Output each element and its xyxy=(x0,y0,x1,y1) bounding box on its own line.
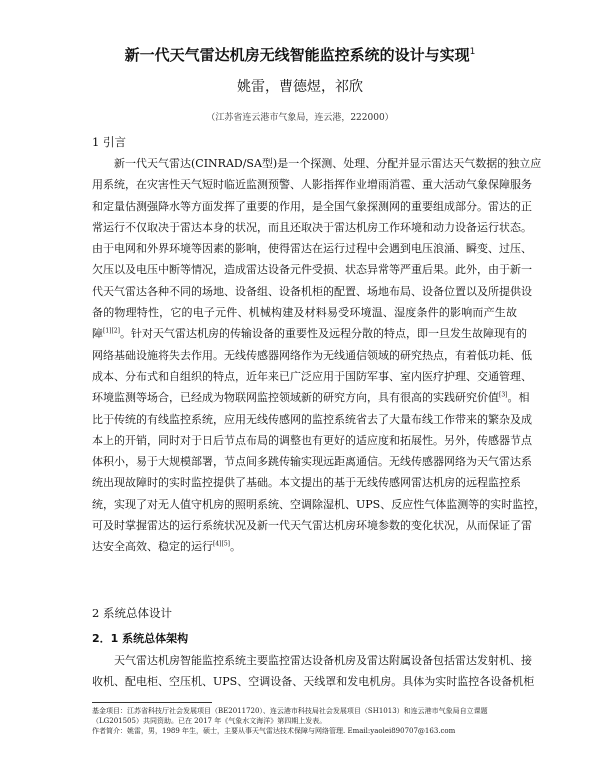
footnote xyxy=(92,706,522,736)
citation: [4][5] xyxy=(213,540,230,548)
paper-title-text: 新一代天气雷达机房无线智能监控系统的设计与实现 xyxy=(124,46,470,64)
text-line: 新一代天气雷达(CINRAD/SA型)是一个探测、处理、分配并显示雷达天气数据的独立应 xyxy=(114,157,542,170)
text-line: 用系统，在灾害性天气短时临近监测预警、人影指挥作业增雨消雹、重大活动气象保障服务 xyxy=(92,178,532,192)
subsection-heading-architecture: 2．1 系统总体架构 xyxy=(92,632,189,645)
text-line: 天气雷达机房智能监控系统主要监控雷达设备机房及雷达附属设备包括雷达发射机、接 xyxy=(114,654,532,667)
text-line: 和定量估测强降水等方面发挥了重要的作用，是全国气象探测网的重要组成部分。雷达的正 xyxy=(92,199,532,213)
text-line xyxy=(92,387,530,408)
architecture-paragraph xyxy=(92,650,535,693)
text-segment: 。针对天气雷达机房的传输设备的重要性及远程分散的特点，即一旦发生故障现有的 xyxy=(120,327,527,341)
introduction-paragraph xyxy=(92,153,546,558)
text-line: 收机、配电柜、空压机、UPS、空调设备、天线罩和发电机房。具体为实时监控各设备机柜 xyxy=(92,675,535,689)
paper-title xyxy=(0,44,600,65)
footnote-divider xyxy=(92,702,212,703)
text-line: 网络基础设施将失去作用。无线传感器网络作为无线通信领域的研究热点，有着低功耗、低 xyxy=(92,348,532,362)
citation: [3] xyxy=(499,391,508,399)
text-line xyxy=(92,536,517,557)
text-segment: 障 xyxy=(92,327,103,341)
text-segment: 达安全高效、稳定的运行 xyxy=(92,540,213,554)
footnote-author-bio: 作者简介：姚雷，男，1989 年生，硕士，主要从事天气雷达技术保障与网络管理. Email:yaolei890707@163.com xyxy=(92,727,456,735)
footnote-funding-cont: （LG201505）共同资助。已在 2017 年《气象水文海洋》第四期上发表。 xyxy=(92,717,327,725)
text-line: 统出现故障时的实时监控提供了基础。本文提出的基于无线传感网雷达机房的远程监控系 xyxy=(92,476,521,490)
text-line: 常运行不仅取决于雷达本身的状况，而且还取决于雷达机房工作环境和动力设备运行状态。 xyxy=(92,220,532,234)
text-line: 欠压以及电压中断等情况，造成雷达设备元件受损、状态异常等严重后果。此外，由于新一 xyxy=(92,263,532,277)
footnote-funding: 基金项目：江苏省科技厅社会发展项目（BE2011720）、连云港市科技局社会发展项目（SH1013）和连云港市气象局自立课题 xyxy=(92,707,488,715)
text-line: 由于电网和外界环境等因素的影响，使得雷达在运行过程中会遇到电压浪涌、瞬变、过压、 xyxy=(92,242,532,256)
text-line xyxy=(92,323,527,344)
authors: 姚雷，曹德煜，祁欣 xyxy=(237,79,363,95)
text-line: 成本、分布式和自组织的特点，近年来已广泛应用于国防军事、室内医疗护理、交通管理、 xyxy=(92,369,532,383)
text-segment: 。 xyxy=(230,540,241,554)
text-segment: 环境监测等场合，已经成为物联网监控领域新的研究方向，具有很高的实践研究价值 xyxy=(92,391,499,405)
text-line: 本上的开销，同时对于日后节点布局的调整也有更好的适应度和拓展性。另外，传感器节点 xyxy=(92,433,532,447)
text-line: 备的物理特性，它的电子元件、机械构建及材料易受环境温、湿度条件的影响而产生故 xyxy=(92,306,517,320)
section-heading-introduction: 1 引言 xyxy=(92,135,126,149)
text-line: 代天气雷达各种不同的场地、设备组、设备机柜的配置、场地布局、设备位置以及所提供设 xyxy=(92,284,532,298)
text-line: 可及时掌握雷达的运行系统状况及新一代天气雷达机房环境参数的变化状况，从而保证了雷 xyxy=(92,519,532,533)
text-line: 比于传统的有线监控系统，应用无线传感网的监控系统省去了大量布线工作带来的繁杂及成 xyxy=(92,412,532,426)
citation: [1][2] xyxy=(103,327,120,335)
text-segment: 。相 xyxy=(507,391,530,405)
title-footnote-mark: 1 xyxy=(469,47,476,57)
affiliation: （江苏省连云港市气象局，连云港，222000） xyxy=(206,113,394,123)
text-line: 体积小，易于大规模部署，节点间多跳传输实现远距离通信。无线传感器网络为天气雷达系 xyxy=(92,455,532,469)
text-line: 统，实现了对无人值守机房的照明系统、空调除湿机、UPS、反应性气体监测等的实时监控， xyxy=(92,497,546,511)
section-heading-system-design: 2 系统总体设计 xyxy=(92,606,172,620)
